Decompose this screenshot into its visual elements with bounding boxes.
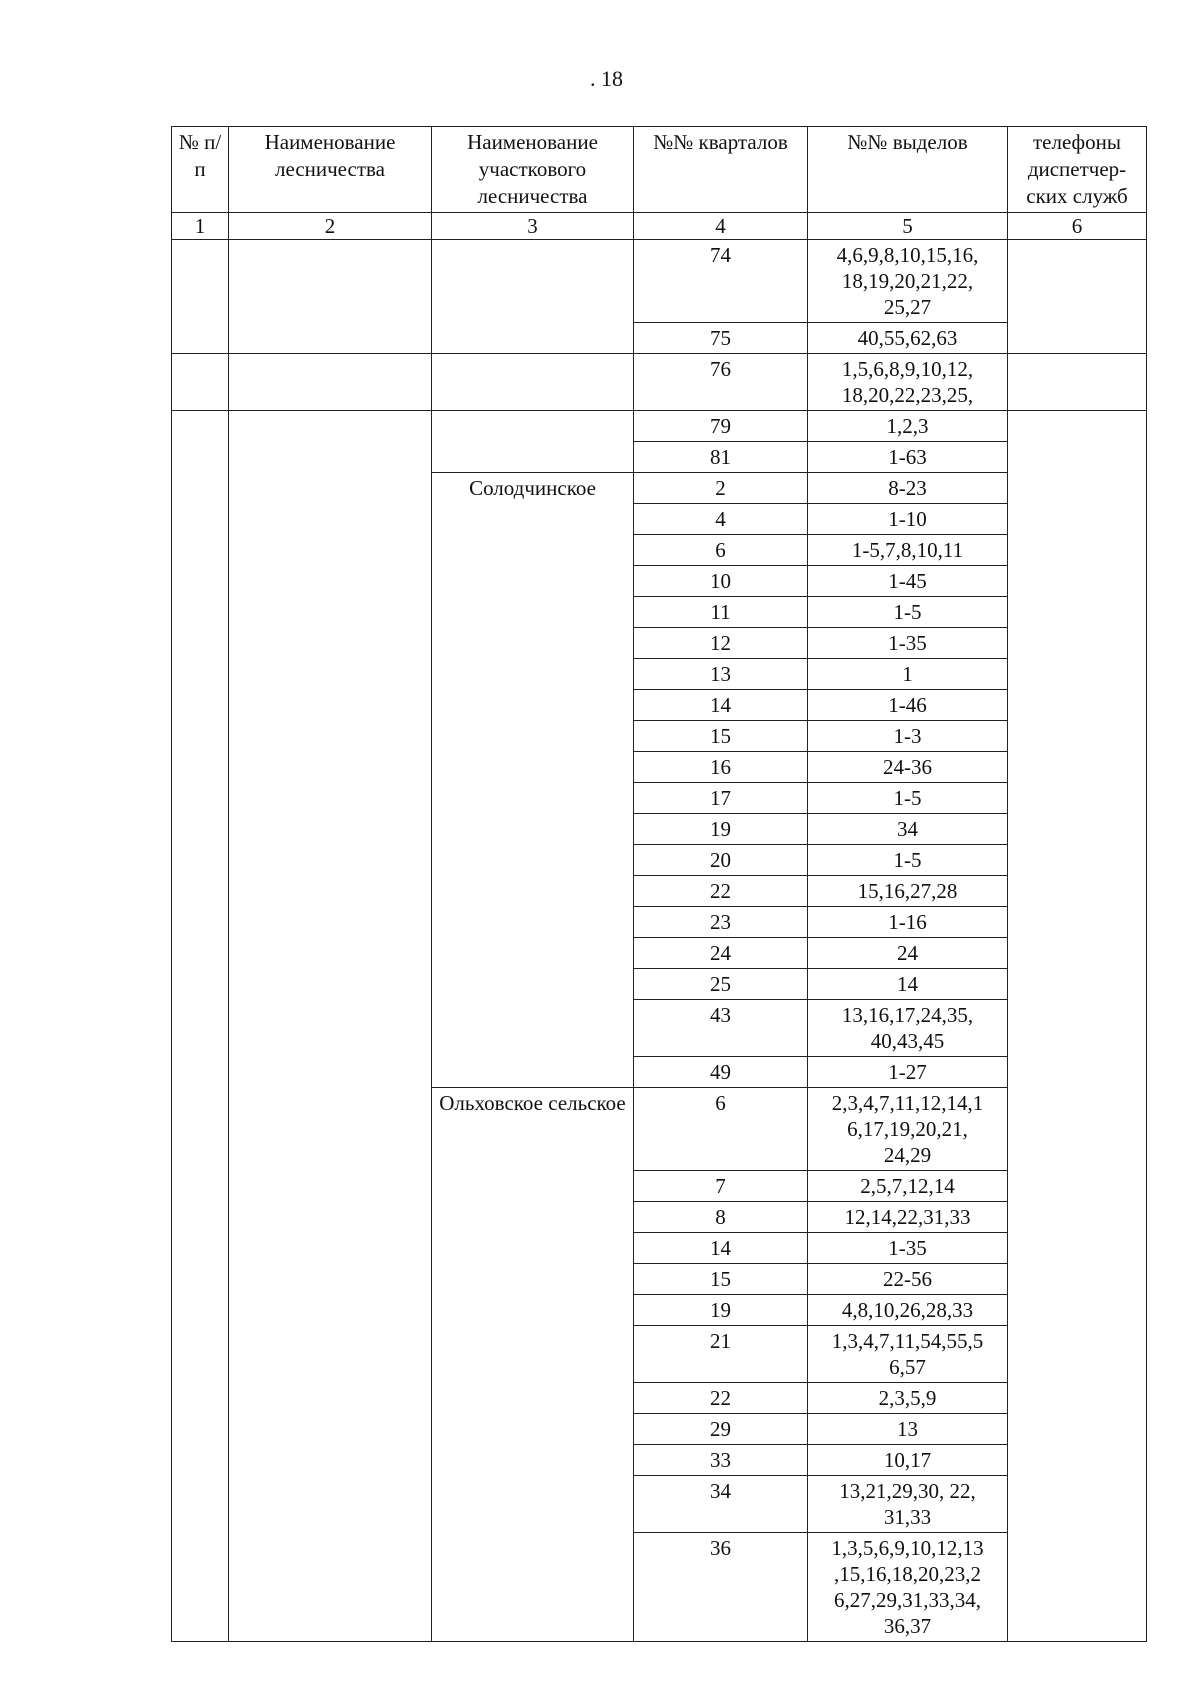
vydely-cell: 24-36 [808, 752, 1008, 783]
pp-cell [172, 354, 229, 411]
kvartal-cell: 23 [634, 907, 808, 938]
vydely-cell: 4,8,10,26,28,33 [808, 1295, 1008, 1326]
kvartal-cell: 49 [634, 1057, 808, 1088]
vydely-cell: 1-35 [808, 628, 1008, 659]
column-number-4: 4 [634, 213, 808, 240]
table-row [172, 354, 1147, 411]
phone-cell [1008, 354, 1147, 411]
kvartal-cell: 33 [634, 1445, 808, 1476]
kvartal-cell: 81 [634, 442, 808, 473]
vydely-cell: 10,17 [808, 1445, 1008, 1476]
kvartal-cell: 25 [634, 969, 808, 1000]
vydely-cell: 13 [808, 1414, 1008, 1445]
kvartal-cell: 34 [634, 1476, 808, 1533]
kvartal-cell: 74 [634, 240, 808, 323]
kvartal-cell: 21 [634, 1326, 808, 1383]
vydely-cell: 1,3,5,6,9,10,12,13 ,15,16,18,20,23,2 6,27,29,31,33,34, 36,37 [808, 1533, 1008, 1642]
page-number: . 18 [590, 66, 623, 91]
kvartal-cell: 11 [634, 597, 808, 628]
vydely-cell: 1-27 [808, 1057, 1008, 1088]
table-row [172, 411, 1147, 442]
vydely-cell: 1-5 [808, 783, 1008, 814]
column-number-2: 2 [229, 213, 432, 240]
kvartal-cell: 17 [634, 783, 808, 814]
phone-cell [1008, 240, 1147, 354]
column-number-6: 6 [1008, 213, 1147, 240]
kvartal-cell: 15 [634, 1264, 808, 1295]
kvartal-cell: 75 [634, 323, 808, 354]
kvartal-cell: 19 [634, 814, 808, 845]
vydely-cell: 1-46 [808, 690, 1008, 721]
header-3: Наименование участкового лесничества [432, 127, 634, 213]
vydely-cell: 1-10 [808, 504, 1008, 535]
header-6: телефоны диспетчер-ских служб [1008, 127, 1147, 213]
pp-cell [172, 411, 229, 1642]
vydely-cell: 2,3,4,7,11,12,14,1 6,17,19,20,21, 24,29 [808, 1088, 1008, 1171]
vydely-cell: 34 [808, 814, 1008, 845]
uchastok-cell [432, 354, 634, 411]
kvartal-cell: 12 [634, 628, 808, 659]
vydely-cell: 1-45 [808, 566, 1008, 597]
vydely-cell: 22-56 [808, 1264, 1008, 1295]
uchastok-solodchinskoe: Солодчинское [432, 473, 634, 1088]
vydely-cell: 8-23 [808, 473, 1008, 504]
kvartal-cell: 10 [634, 566, 808, 597]
vydely-cell: 1-63 [808, 442, 1008, 473]
vydely-cell: 1-5 [808, 597, 1008, 628]
kvartal-cell: 79 [634, 411, 808, 442]
kvartal-cell: 29 [634, 1414, 808, 1445]
kvartal-cell: 22 [634, 876, 808, 907]
kvartal-cell: 19 [634, 1295, 808, 1326]
phone-cell [1008, 411, 1147, 1642]
kvartal-cell: 43 [634, 1000, 808, 1057]
kvartal-cell: 8 [634, 1202, 808, 1233]
kvartal-cell: 2 [634, 473, 808, 504]
kvartal-cell: 22 [634, 1383, 808, 1414]
kvartal-cell: 6 [634, 535, 808, 566]
uchastok-cell [432, 411, 634, 473]
pp-cell [172, 240, 229, 354]
vydely-cell: 1,5,6,8,9,10,12, 18,20,22,23,25, [808, 354, 1008, 411]
vydely-cell: 1 [808, 659, 1008, 690]
header-1: № п/п [172, 127, 229, 213]
header-5: №№ выделов [808, 127, 1008, 213]
header-2: Наименование лесничества [229, 127, 432, 213]
vydely-cell: 12,14,22,31,33 [808, 1202, 1008, 1233]
vydely-cell: 24 [808, 938, 1008, 969]
kvartal-cell: 13 [634, 659, 808, 690]
vydely-cell: 1-35 [808, 1233, 1008, 1264]
column-number-1: 1 [172, 213, 229, 240]
vydely-cell: 40,55,62,63 [808, 323, 1008, 354]
vydely-cell: 1-16 [808, 907, 1008, 938]
kvartal-cell: 24 [634, 938, 808, 969]
kvartal-cell: 14 [634, 690, 808, 721]
vydely-cell: 2,5,7,12,14 [808, 1171, 1008, 1202]
header-row [172, 127, 1147, 213]
kvartal-cell: 16 [634, 752, 808, 783]
uchastok-cell [432, 240, 634, 354]
vydely-cell: 1,2,3 [808, 411, 1008, 442]
vydely-cell: 15,16,27,28 [808, 876, 1008, 907]
lesnichestvo-cell [229, 240, 432, 354]
vydely-cell: 13,16,17,24,35, 40,43,45 [808, 1000, 1008, 1057]
header-4: №№ кварталов [634, 127, 808, 213]
kvartal-cell: 7 [634, 1171, 808, 1202]
column-number-row [172, 213, 1147, 240]
kvartal-cell: 76 [634, 354, 808, 411]
uchastok-olkhovskoe: Ольховское сельское [432, 1088, 634, 1642]
vydely-cell: 2,3,5,9 [808, 1383, 1008, 1414]
table-row [172, 240, 1147, 323]
vydely-cell: 1-5 [808, 845, 1008, 876]
lesnichestvo-cell [229, 354, 432, 411]
vydely-cell: 1-5,7,8,10,11 [808, 535, 1008, 566]
forestry-table [171, 126, 1147, 1642]
kvartal-cell: 14 [634, 1233, 808, 1264]
vydely-cell: 13,21,29,30, 22, 31,33 [808, 1476, 1008, 1533]
vydely-cell: 1-3 [808, 721, 1008, 752]
kvartal-cell: 20 [634, 845, 808, 876]
kvartal-cell: 4 [634, 504, 808, 535]
kvartal-cell: 15 [634, 721, 808, 752]
kvartal-cell: 36 [634, 1533, 808, 1642]
vydely-cell: 14 [808, 969, 1008, 1000]
vydely-cell: 1,3,4,7,11,54,55,5 6,57 [808, 1326, 1008, 1383]
vydely-cell: 4,6,9,8,10,15,16, 18,19,20,21,22, 25,27 [808, 240, 1008, 323]
column-number-5: 5 [808, 213, 1008, 240]
column-number-3: 3 [432, 213, 634, 240]
lesnichestvo-cell [229, 411, 432, 1642]
kvartal-cell: 6 [634, 1088, 808, 1171]
